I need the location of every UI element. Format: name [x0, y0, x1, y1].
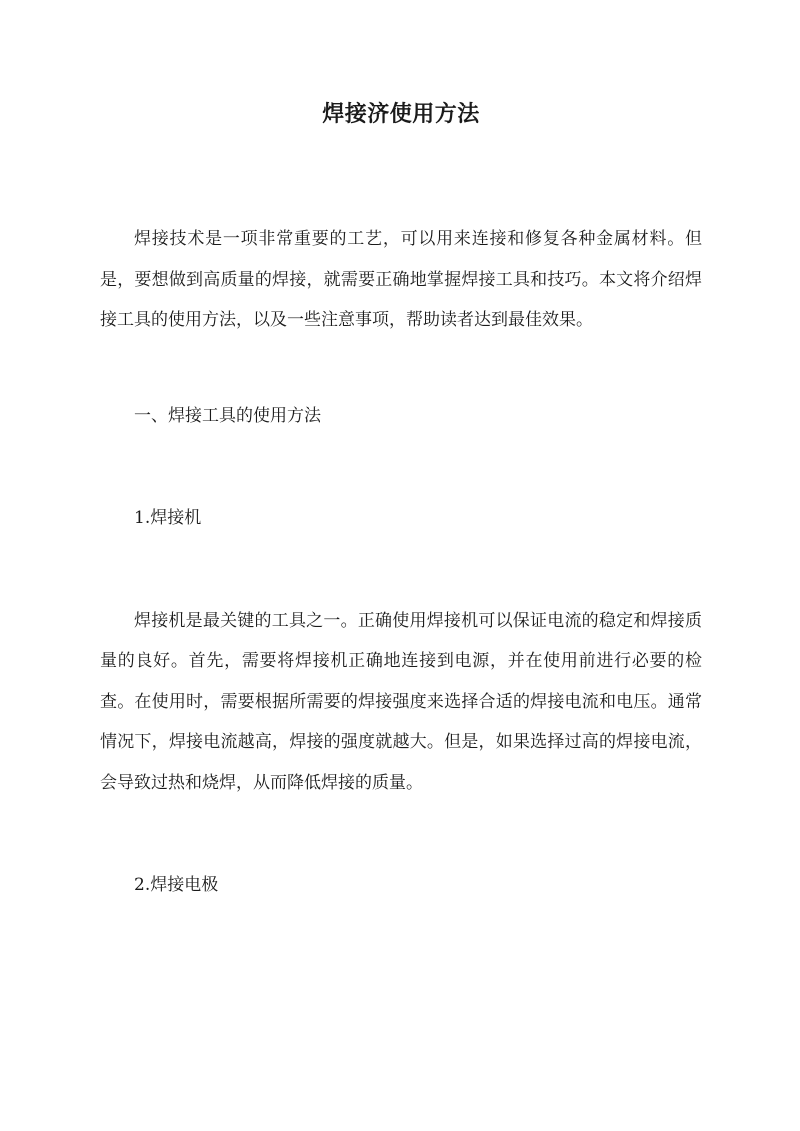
document-title: 焊接济使用方法 [322, 101, 480, 127]
section-heading-tool-usage: 一、焊接工具的使用方法 [134, 405, 321, 426]
subheading-welding-electrode: 2.焊接电极 [134, 875, 219, 895]
welding-machine-paragraph: 焊接机是最关键的工具之一。正确使用焊接机可以保证电流的稳定和焊接质量的良好。首先，需要将焊接机正确地连接到电源，并在使用前进行必要的检查。在使用时，需要根据所需要的焊接强度来选择合适的焊接电流和电压。通常情况下，焊接电流越高，焊接的强度就越大。但是，如果选择过高的焊接电流，会导致过热和烧焊，从而降低焊接的质量。 [100, 610, 702, 793]
subheading-welding-machine: 1.焊接机 [134, 508, 202, 528]
intro-paragraph: 焊接技术是一项非常重要的工艺，可以用来连接和修复各种金属材料。但是，要想做到高质量的焊接，就需要正确地掌握焊接工具和技巧。本文将介绍焊接工具的使用方法，以及一些注意事项，帮助读者达到最佳效果。 [100, 229, 702, 330]
